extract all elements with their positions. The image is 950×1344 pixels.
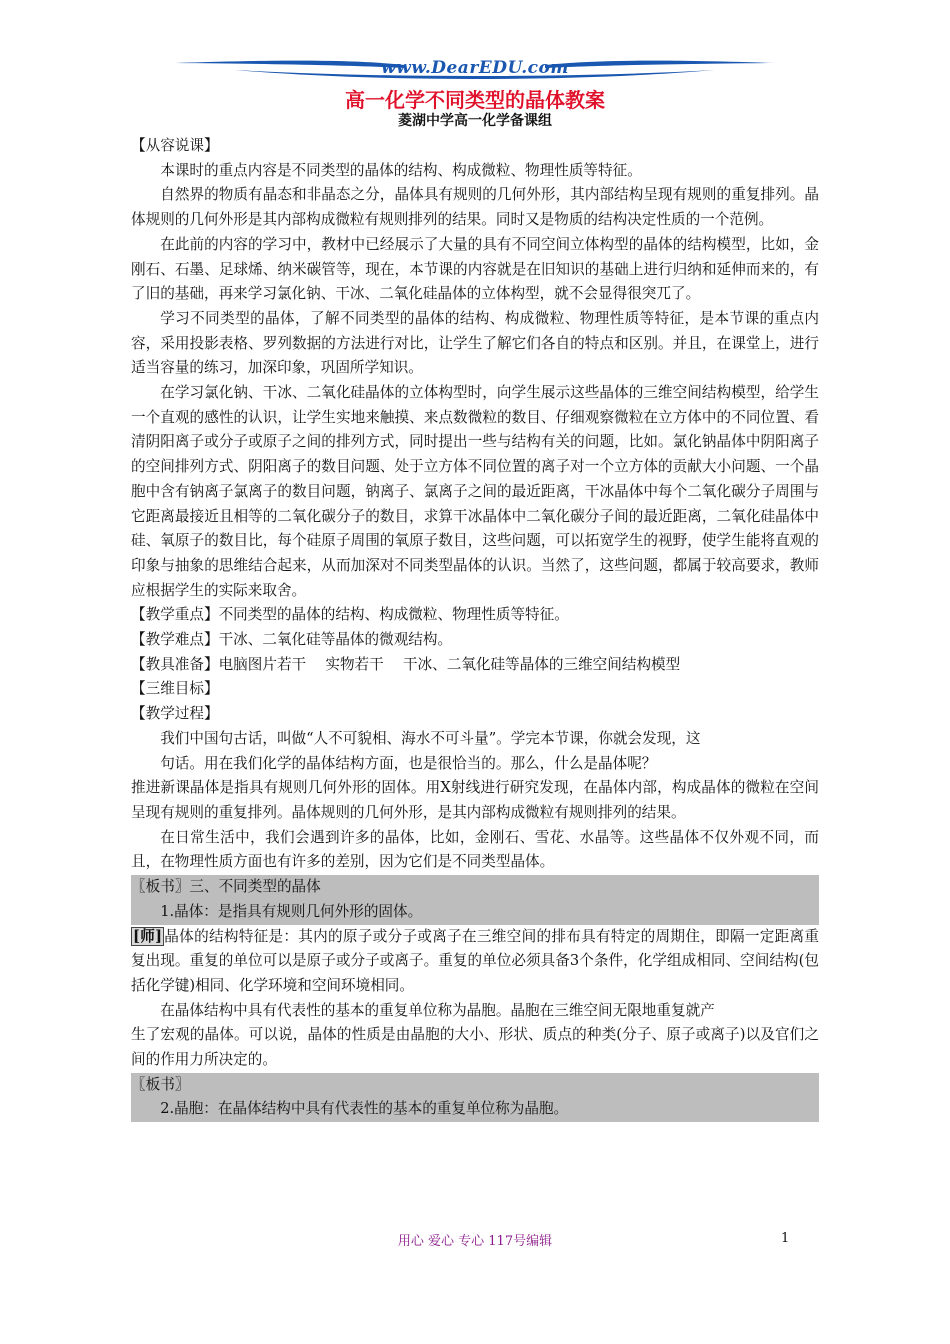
paragraph: 在此前的内容的学习中，教材中已经展示了大量的具有不同空间立体构型的晶体的结构模型，比如，金刚石、石墨、足球烯、纳米碳管等，现在，本节课的内容就是在旧知识的基础上进行归纳和延伸而来的，有了旧的基础，再来学习氯化钠、干冰、二氧化硅晶体的立体构型，就不会显得很突兀了。 xyxy=(131,235,819,303)
paragraph: 在晶体结构中具有代表性的基本的重复单位称为晶胞。晶胞在三维空间无限地重复就产 xyxy=(160,1001,715,1019)
paragraph: 推进新课晶体是指具有规则几何外形的固体。用X射线进行研究发现，在晶体内部，构成晶体的微粒在空间呈现有规则的重复排列。晶体规则的几何外形，是其内部构成微粒有规则排列的结果。 xyxy=(131,779,819,821)
paragraph: 在学习氯化钠、干冰、二氧化硅晶体的立体构型时，向学生展示这些晶体的三维空间结构模型，给学生一个直观的感性的认识，让学生实地来触摸、来点数微粒的数目、仔细观察微粒在立方体中的不同位置、看清阴阳离子或分子或原子之间的排列方式，同时提出一些与结构有关的问题，比如。氯化钠晶体中阴阳离子的空间排列方式、阴阳离子的数目问题、处于立方体不同位置的离子对一个立方体的贡献大小问题、一个晶胞中含有钠离子氯离子的数目问题，钠离子、氯离子之间的最近距离，干冰晶体中每个二氧化碳分子周围与它距离最接近且相等的二氧化碳分子的数目，求算干冰晶体中二氧化碳分子间的最近距离，二氧化硅晶体中硅、氧原子的数目比，每个硅原子周围的氧原子数目，这些问题，可以拓宽学生的视野，使学生能将直观的印象与抽象的思维结合起来，从而加深对不同类型晶体的认识。当然了，这些问题，都属于较高要求，教师应根据学生的实际来取舍。 xyxy=(131,384,819,599)
paragraph: 生了宏观的晶体。可以说，晶体的性质是由晶胞的大小、形状、质点的种类(分子、原子或离子)以及官们之间的作用力所决定的。 xyxy=(131,1026,819,1069)
section-equipment: 【教具准备】电脑图片若干 实物若干 干冰、二氧化硅等晶体的三维空间结构模型 xyxy=(131,655,681,673)
board-note-title: 〖板书〗三、不同类型的晶体 xyxy=(131,875,819,900)
board-note-item: 2.晶胞：在晶体结构中具有代表性的基本的重复单位称为晶胞。 xyxy=(131,1097,819,1122)
section-heading: 【从容说课】 xyxy=(131,137,219,154)
paragraph: 自然界的物质有晶态和非晶态之分，晶体具有规则的几何外形，其内部结构呈现有规则的重复排列。晶体规则的几何外形是其内部构成微粒有规则排列的结果。同时又是物质的结构决定性质的一个范例。 xyxy=(131,186,819,229)
paragraph xyxy=(131,925,819,999)
section-goals: 【三维目标】 xyxy=(131,680,219,698)
section-key-points: 【教学重点】不同类型的晶体的结构、构成微粒、物理性质等特征。 xyxy=(131,606,569,624)
paragraph-text: 晶体的结构特征是：其内的原子或分子或离子在三维空间的排布具有特定的周期住，即隔一定距离重复出现。重复的单位可以是原子或分子或离子。重复的单位必须具备3个条件，化学组成相同、空间结构(包括化学键)相同、化学环境和空间环境相同。 xyxy=(131,927,819,994)
document-subtitle: 菱湖中学高一化学备课组 xyxy=(398,113,552,129)
page-number: 1 xyxy=(781,1231,790,1246)
paragraph: 学习不同类型的晶体，了解不同类型的晶体的结构、构成微粒、物理性质等特征，是本节课的重点内容，采用投影表格、罗列数据的方法进行对比，让学生了解它们各自的特点和区别。并且，在课堂上，进行适当容量的练习，加深印象，巩固所学知识。 xyxy=(131,309,819,377)
section-process: 【教学过程】 xyxy=(131,705,219,723)
section-difficult-points: 【教学难点】干冰、二氧化硅等晶体的微观结构。 xyxy=(131,631,453,649)
paragraph: 本课时的重点内容是不同类型的晶体的结构、构成微粒、物理性质等特征。 xyxy=(160,161,642,179)
paragraph: 在日常生活中，我们会遇到许多的晶体，比如，金刚石、雪花、水晶等。这些晶体不仅外观不同，而且，在物理性质方面也有许多的差别，因为它们是不同类型晶体。 xyxy=(131,828,819,871)
document-title: 高一化学不同类型的晶体教案 xyxy=(345,88,605,112)
paragraph: 我们中国句古话，叫做“人不可貌相、海水不可斗量”。学完本节课，你就会发现，这 xyxy=(160,729,701,747)
site-url: www.DearEDU.com xyxy=(381,58,569,78)
board-note-item: 1.晶体：是指具有规则几何外形的固体。 xyxy=(131,900,819,925)
board-note-title: 〖板书〗 xyxy=(131,1073,819,1098)
teacher-tag: [师] xyxy=(133,927,162,945)
footer-text: 用心 爱心 专心 117号编辑 xyxy=(397,1234,553,1249)
paragraph: 句话。用在我们化学的晶体结构方面，也是很恰当的。那么，什么是晶体呢？ xyxy=(160,754,657,772)
document-body xyxy=(131,134,819,1122)
